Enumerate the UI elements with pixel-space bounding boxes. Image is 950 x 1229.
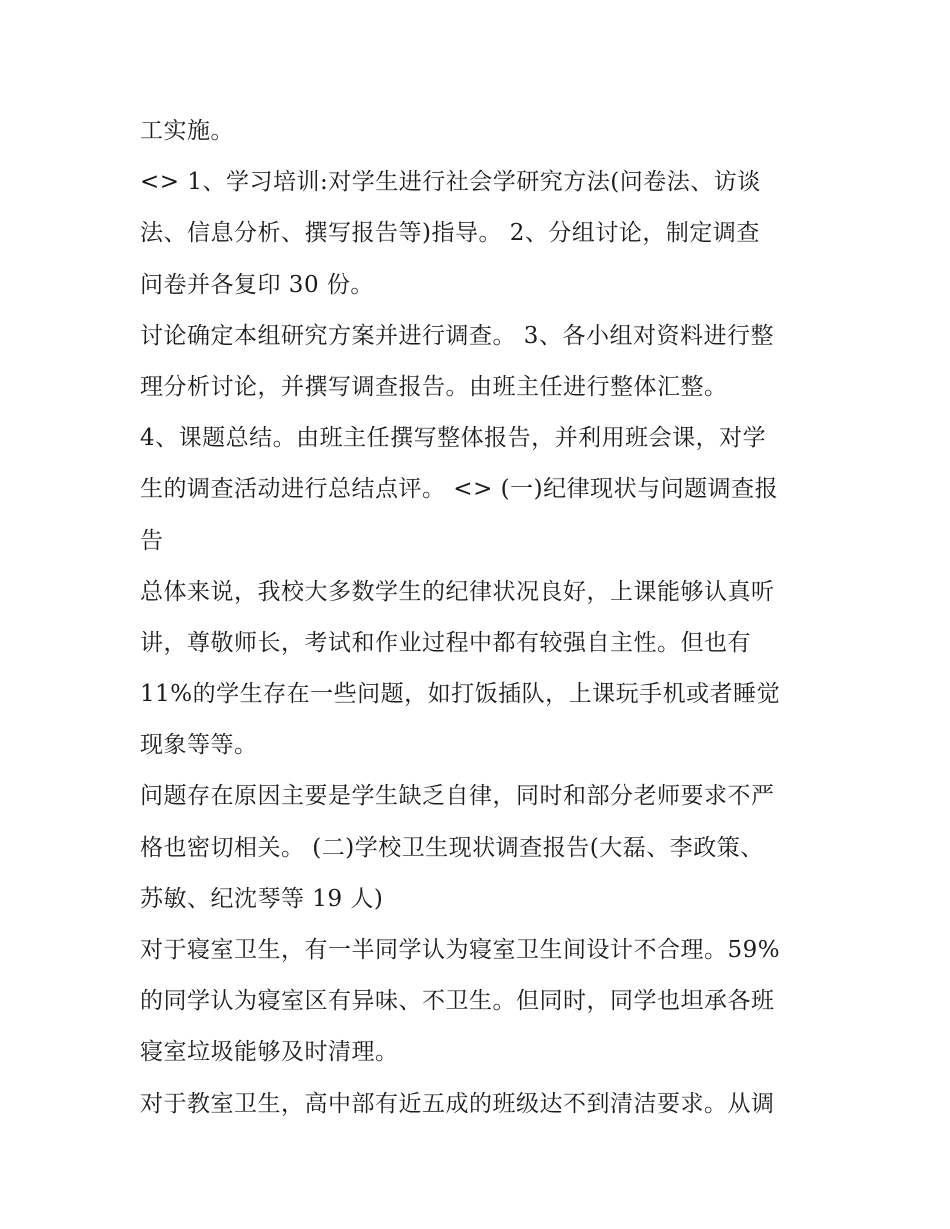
text-line: 工实施。 [140, 118, 234, 144]
text-line: 问题存在原因主要是学生缺乏自律，同时和部分老师要求不严 [140, 783, 775, 810]
text-line: 讨论确定本组研究方案并进行调查。 3、各小组对资料进行整 [140, 322, 774, 349]
text-line: 的同学认为寝室区有异味、不卫生。但同时，同学也坦承各班 [140, 988, 775, 1015]
text-line: 4、课题总结。由班主任撰写整体报告，并利用班会课，对学 [140, 425, 767, 452]
text-line: 理分析讨论，并撰写调查报告。由班主任进行整体汇整。 [140, 373, 728, 400]
text-line: 法、信息分析、撰写报告等)指导。 2、分组讨论，制定调查 [140, 220, 760, 247]
text-line: 告 [140, 527, 164, 554]
text-line: 苏敏、纪沈琴等 19 人) [140, 885, 384, 912]
text-line: 对于教室卫生，高中部有近五成的班级达不到清洁要求。从调 [140, 1090, 775, 1117]
text-line: 讲，尊敬师长，考试和作业过程中都有较强自主性。但也有 [140, 629, 751, 656]
text-line: 格也密切相关。 (二)学校卫生现状调查报告(大磊、李政策、 [140, 834, 764, 861]
text-line: 现象等等。 [140, 732, 258, 759]
text-line: 对于寝室卫生，有一半同学认为寝室卫生间设计不合理。59% [140, 937, 781, 963]
text-line: 总体来说，我校大多数学生的纪律状况良好，上课能够认真听 [140, 578, 775, 605]
text-line: 寝室垃圾能够及时清理。 [140, 1039, 399, 1066]
document-body [140, 106, 820, 1130]
text-line: <> 1、学习培训:对学生进行社会学研究方法(问卷法、访谈 [140, 169, 761, 196]
text-line: 问卷并各复印 30 份。 [140, 271, 374, 298]
text-line: 生的调查活动进行总结点评。 <> (一)纪律现状与问题调查报 [140, 476, 779, 503]
text-line: 11%的学生存在一些问题，如打饭插队，上课玩手机或者睡觉 [140, 681, 781, 708]
